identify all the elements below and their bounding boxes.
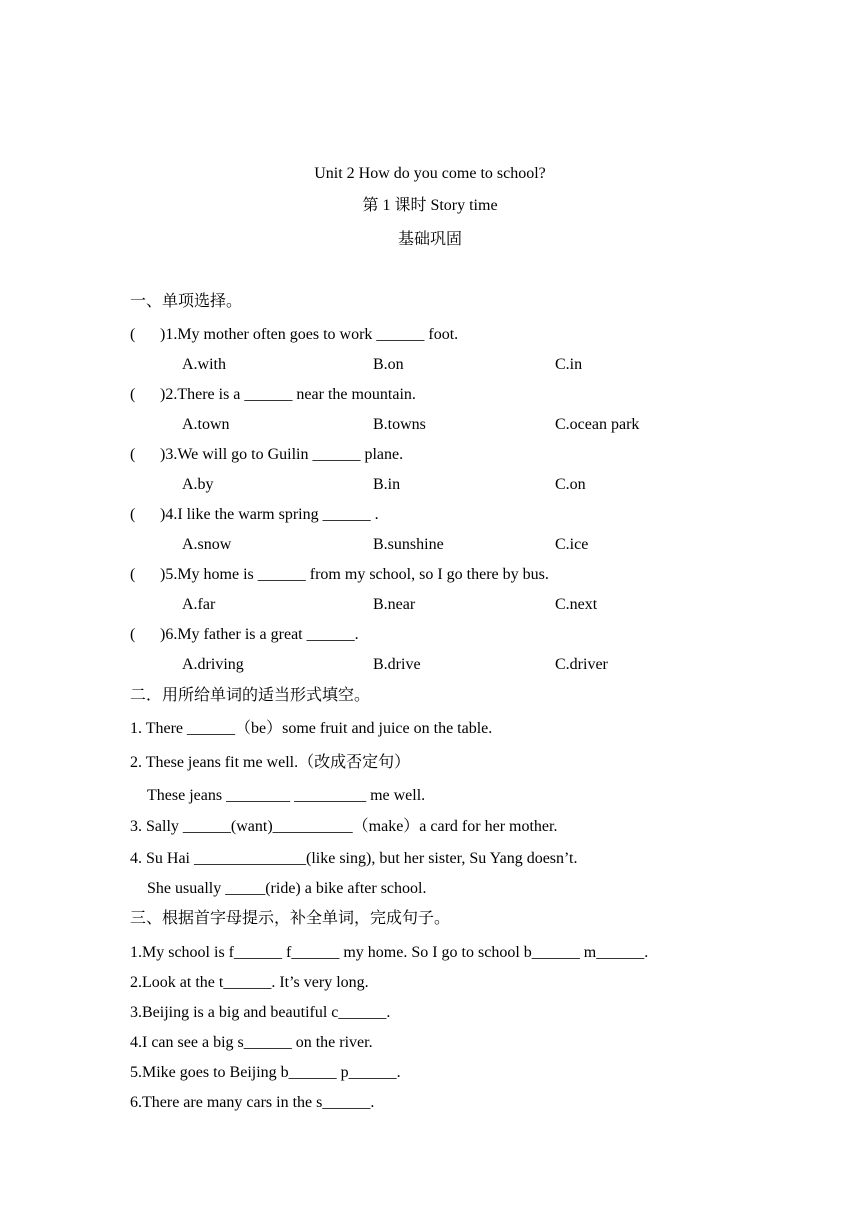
fill-line: These jeans ________ _________ me well. xyxy=(147,787,426,804)
option-a: A.with xyxy=(182,356,226,373)
option-a: A.by xyxy=(182,476,214,493)
option-b: B.near xyxy=(373,596,416,613)
fill-line: 3. Sally ______(want)__________（make）a card for her mother. xyxy=(130,818,558,835)
answer-paren: ( xyxy=(130,566,136,583)
option-a: A.far xyxy=(182,596,216,613)
option-c: C.ocean park xyxy=(555,416,640,433)
option-b: B.in xyxy=(373,476,401,493)
option-c: C.ice xyxy=(555,536,589,553)
fill-line: 2. These jeans fit me well.（改成否定句） xyxy=(130,754,411,771)
option-c: C.on xyxy=(555,476,586,493)
question-item xyxy=(130,504,379,526)
option-b: B.drive xyxy=(373,656,421,673)
completion-line: 4.I can see a big s______ on the river. xyxy=(130,1034,373,1051)
completion-line: 5.Mike goes to Beijing b______ p______. xyxy=(130,1064,401,1081)
answer-paren: ( xyxy=(130,506,136,523)
section-heading: 一、单项选择。 xyxy=(130,293,243,310)
question-text: )2.There is a ______ near the mountain. xyxy=(160,386,416,403)
fill-line: She usually _____(ride) a bike after school. xyxy=(147,880,427,897)
question-text: )5.My home is ______ from my school, so I go there by bus. xyxy=(160,566,549,583)
option-b: B.on xyxy=(373,356,404,373)
page-subtitle: 基础巩固 xyxy=(397,231,462,248)
question-item xyxy=(130,384,416,406)
option-c: C.driver xyxy=(555,656,608,673)
section-heading: 三、根据首字母提示，补全单词，完成句子。 xyxy=(130,910,451,927)
question-text: )4.I like the warm spring ______ . xyxy=(160,506,379,523)
option-c: C.next xyxy=(555,596,598,613)
answer-paren: ( xyxy=(130,326,136,343)
answer-paren: ( xyxy=(130,386,136,403)
completion-line: 6.There are many cars in the s______. xyxy=(130,1094,375,1111)
question-text: )1.My mother often goes to work ______ foot. xyxy=(160,326,459,343)
question-item xyxy=(130,324,458,346)
question-text: )3.We will go to Guilin ______ plane. xyxy=(160,446,404,463)
option-a: A.town xyxy=(182,416,230,433)
answer-paren: ( xyxy=(130,446,136,463)
completion-line: 1.My school is f______ f______ my home. So I go to school b______ m______. xyxy=(130,944,649,961)
option-c: C.in xyxy=(555,356,583,373)
section-heading: 二．用所给单词的适当形式填空。 xyxy=(130,687,371,704)
option-b: B.towns xyxy=(373,416,426,433)
option-a: A.driving xyxy=(182,656,244,673)
completion-line: 2.Look at the t______. It’s very long. xyxy=(130,974,369,991)
option-a: A.snow xyxy=(182,536,232,553)
answer-paren: ( xyxy=(130,626,136,643)
page-title: Unit 2 How do you come to school? xyxy=(314,165,546,182)
question-item xyxy=(130,564,549,586)
question-item xyxy=(130,624,359,646)
option-b: B.sunshine xyxy=(373,536,444,553)
lesson-title: 第 1 课时 Story time xyxy=(362,197,498,214)
completion-line: 3.Beijing is a big and beautiful c______. xyxy=(130,1004,391,1021)
fill-line: 4. Su Hai ______________(like sing), but her sister, Su Yang doesn’t. xyxy=(130,850,578,867)
question-item xyxy=(130,444,403,466)
question-text: )6.My father is a great ______. xyxy=(160,626,359,643)
fill-line: 1. There ______（be）some fruit and juice on the table. xyxy=(130,720,493,737)
